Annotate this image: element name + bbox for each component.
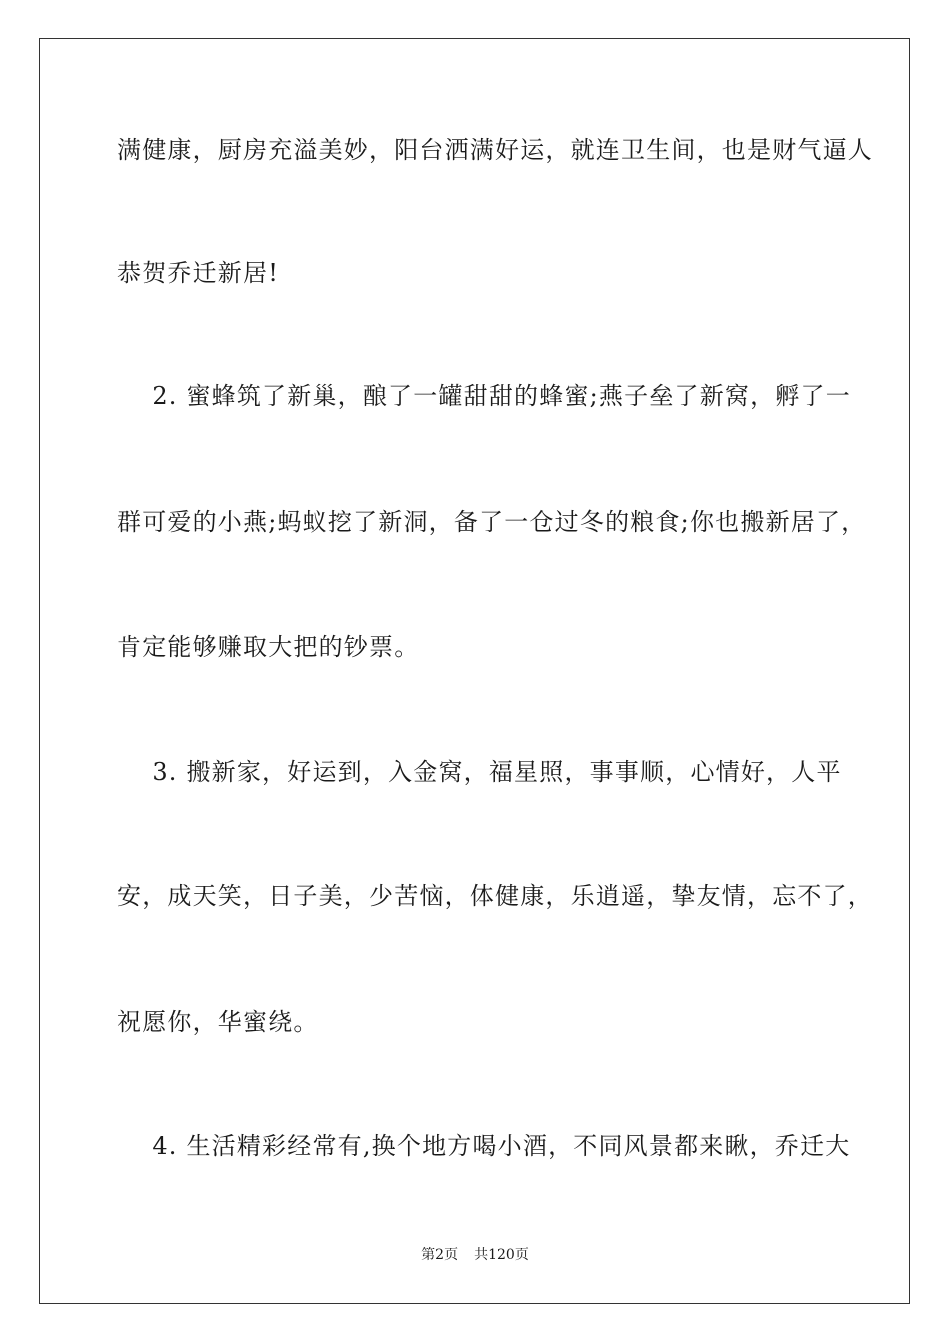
text-line: 安，成天笑，日子美，少苦恼，体健康，乐逍遥，挚友情，忘不了， [117,882,873,910]
text-line: 3. 搬新家，好运到，入金窝，福星照，事事顺，心情好，人平 [117,758,842,786]
text-line: 2. 蜜蜂筑了新巢，酿了一罐甜甜的蜂蜜;燕子垒了新窝，孵了一 [117,382,851,410]
page-total: 共120页 [474,1247,529,1263]
text-line: 群可爱的小燕;蚂蚁挖了新洞，备了一仓过冬的粮食;你也搬新居了， [117,508,867,536]
page-number: 第2页 [421,1247,459,1263]
page-footer [0,1246,950,1264]
text-line: 恭贺乔迁新居! [117,259,280,287]
text-line: 肯定能够赚取大把的钞票。 [117,633,420,661]
text-line: 满健康，厨房充溢美妙，阳台洒满好运，就连卫生间，也是财气逼人 [117,136,873,164]
text-line: 祝愿你，华蜜绕。 [117,1008,319,1036]
text-line: 4. 生活精彩经常有,换个地方喝小酒，不同风景都来瞅，乔迁大 [117,1132,851,1160]
page-border [39,38,910,1304]
